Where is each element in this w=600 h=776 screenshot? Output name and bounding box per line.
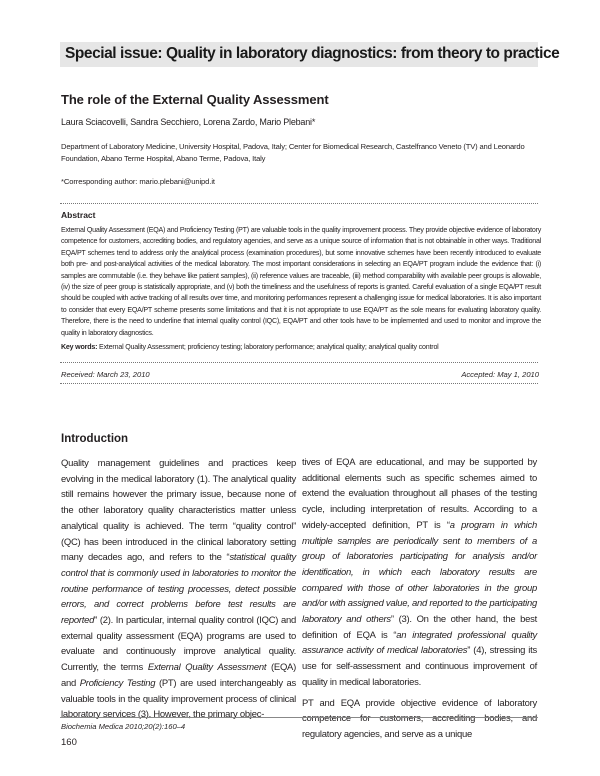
article-title: The role of the External Quality Assessment [61, 92, 329, 107]
keywords-label: Key words: [61, 343, 98, 351]
divider-dates-top [60, 362, 538, 363]
keywords-list: External Quality Assessment; proficiency testing; laboratory performance; analytical quality; analytical quality control [99, 343, 439, 351]
article-authors: Laura Sciacovelli, Sandra Secchiero, Lorena Zardo, Mario Plebani* [61, 117, 316, 127]
divider-top [60, 203, 538, 204]
body-column-left [61, 456, 296, 723]
page-number: 160 [61, 737, 77, 748]
body-column-right [302, 455, 537, 743]
accepted-date: Accepted: May 1, 2010 [461, 370, 539, 379]
divider-dates-bottom [60, 383, 538, 384]
keywords [61, 343, 541, 351]
paragraph: PT and EQA provide objective evidence of laboratory competence for customers, accrediting bodies, and regulatory agencies, and serve as a unique [302, 697, 537, 740]
journal-citation: Biochemia Medica 2010;20(2):160–4 [61, 722, 186, 731]
received-date: Received: March 23, 2010 [61, 370, 150, 379]
article-affiliation: Department of Laboratory Medicine, University Hospital, Padova, Italy; Center for Biomedical Research, Castelfranco Veneto (TV) and Leonardo Foundation, Abano Terme Hospital, Abano Terme, Padova, Italy [61, 142, 525, 163]
corresponding-author: *Corresponding author: mario.plebani@unipd.it [61, 177, 215, 186]
issue-banner-title: Special issue: Quality in laboratory diagnostics: from theory to practice [65, 45, 560, 62]
abstract-text: External Quality Assessment (EQA) and Proficiency Testing (PT) are valuable tools in the quality improvement process. They provide objective evidence of laboratory competence for customers, accrediting bodies, and regulatory agencies, and serve as a unique source of information that is not obtainable in other ways. Traditional EQA/PT schemes tend to address only the analytical process (examination procedures), but some innovative schemes have been recently introduced to evaluate both pre- and post-analytical activities of the medical laboratory. The most important considerations in selecting an EQA/PT program include the evidence that: (i) samples are commutable (i.e. they behave like patient samples), (ii) reference values are traceable, (iii) method comparability with available peer groups is allowable, (iv) the size of peer group is statistically appropriate, and (v) both the timeliness and the usefulness of reports is granted. Careful evaluation of a single EQA/PT result should be coupled with active tracking of all results over time, and monitoring performances represent a challenging issue for medical laboratories. It is also important to consider that every EQA/PT scheme presents some limitations and that it is not appropriate to use EQA/PT as the sole means for evaluating laboratory quality. Therefore, there is the need to underline that internal quality control (IQC), EQA/PT and other tools have to be implemented and used to monitor and improve the quality in laboratory diagnostics. [61, 226, 541, 337]
paragraph: Quality management guidelines and practices keep evolving in the medical laboratory (1). The analytical quality still remains however the primary issue, because none of the other laboratory quality characteristics matter unless analytical quality is achieved. The term “quality control” (QC) has been introduced in the clinical laboratory setting many decades ago, and refers to the “statistical quality control that is commonly used in laboratories to monitor the routine performance of testing processes, detect possible errors, and correct problems before test results are reported” (2). In particular, internal quality control (IQC) and external quality assessment (EQA) programs are used to evaluate and continuously improve analytical quality. Currently, the terms External Quality Assessment (EQA) and Proficiency Testing (PT) are used interchangeably as valuable tools in the quality improvement process of clinical laboratory services (3). However, the primary objec- [61, 458, 296, 721]
paragraph: tives of EQA are educational, and may be supported by additional elements such as specific schemes aimed to extend the evaluation throughout all phases of the testing cycle, including interpretation of results. According to a widely-accepted definition, PT is “a program in which multiple samples are periodically sent to members of a group of laboratories participating for analysis and/or identification, in which each laboratory results are compared with those of other laboratories in the group and/or with assigned value, and reported to the participating laboratory and others” (3). On the other hand, the best definition of EQA is “an integrated professional quality assurance activity of medical laboratories” (4), stressing its use for self-assessment and continuous improvement of quality in medical laboratories. [302, 457, 538, 688]
introduction-heading: Introduction [61, 433, 129, 445]
abstract-heading: Abstract [61, 210, 96, 220]
footer-rule [60, 717, 538, 718]
